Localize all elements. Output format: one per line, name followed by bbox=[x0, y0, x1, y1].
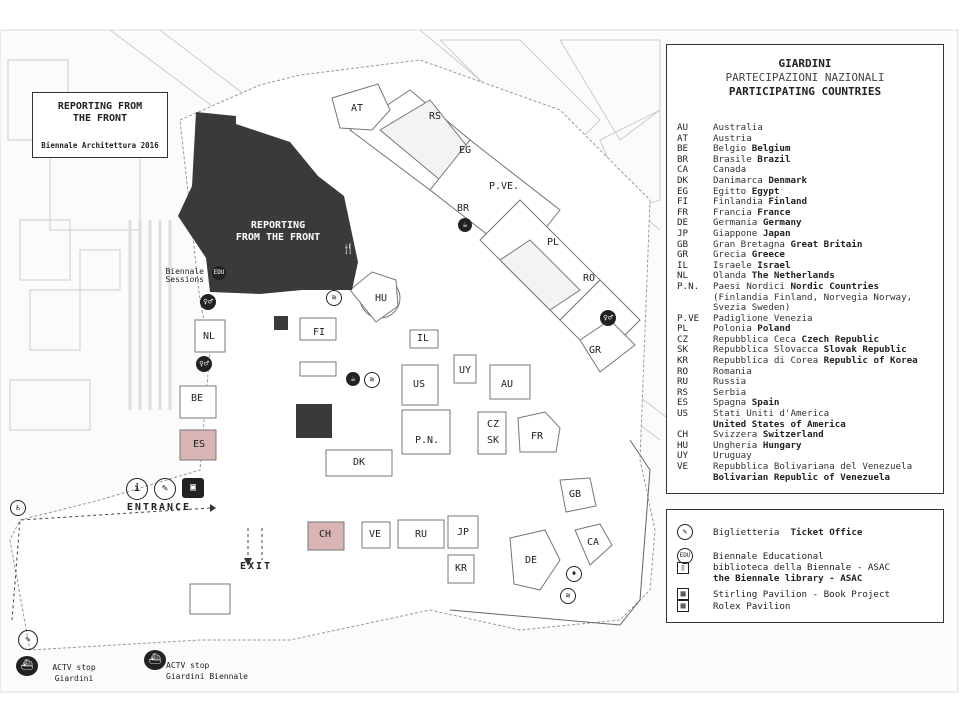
country-name-it: Giappone bbox=[713, 227, 758, 239]
country-name-it: Svezia Sweden) bbox=[713, 302, 791, 314]
library-icon: ▯ bbox=[677, 562, 689, 574]
edu-label: Biennale Educational bbox=[713, 550, 824, 562]
actv-stop-giardini-biennale[interactable]: ACTV stop Giardini Biennale bbox=[166, 661, 248, 681]
country-code: FR bbox=[677, 206, 689, 218]
country-code: CZ bbox=[677, 333, 689, 345]
legend-title: GIARDINI bbox=[778, 57, 832, 70]
central-pavilion-label: REPORTING FROM THE FRONT bbox=[235, 220, 321, 243]
pavilion-BE[interactable]: BE bbox=[190, 393, 204, 404]
country-name-it: Canada bbox=[713, 164, 747, 176]
country-name-en: Hungary bbox=[762, 439, 802, 451]
pavilion-NL[interactable]: NL bbox=[202, 331, 216, 342]
country-name-it: Stati Uniti d'America bbox=[713, 408, 830, 420]
country-name-en: Belgium bbox=[751, 143, 791, 155]
ticket-label-it: Biglietteria bbox=[713, 526, 780, 538]
country-code: GB bbox=[677, 238, 689, 250]
pavilion-FR[interactable]: FR bbox=[530, 431, 544, 442]
pavilion-RU[interactable]: RU bbox=[414, 529, 428, 540]
country-code: RU bbox=[677, 376, 689, 388]
country-name-en: Japan bbox=[762, 227, 791, 239]
ticket-icon-actv: ✎ bbox=[18, 630, 38, 650]
ticket-icon: ✎ bbox=[677, 524, 693, 540]
legend-library bbox=[677, 562, 890, 584]
pavilion-FI[interactable]: FI bbox=[312, 327, 326, 338]
country-name-it: Repubblica Bolivariana del Venezuela bbox=[713, 461, 913, 472]
country-code: KR bbox=[677, 355, 689, 367]
pavilion-CA[interactable]: CA bbox=[586, 537, 600, 548]
country-name-it: Padiglione Venezia bbox=[713, 312, 813, 324]
country-list bbox=[677, 123, 939, 483]
country-code: RS bbox=[677, 386, 689, 398]
pavilion-KR[interactable]: KR bbox=[454, 563, 468, 574]
map-subtitle: Biennale Architettura 2016 bbox=[41, 141, 159, 150]
info-point-icon: ♦ bbox=[566, 566, 582, 582]
wifi-icon-2: ≋ bbox=[364, 372, 380, 388]
country-name-it: Grecia bbox=[713, 249, 747, 261]
country-name-it: Repubblica Ceca bbox=[713, 333, 796, 345]
country-row bbox=[677, 473, 939, 484]
restaurant-icon: 🍴 bbox=[342, 244, 355, 255]
library-label-en: the Biennale library - ASAC bbox=[713, 573, 863, 584]
country-name-en: Egypt bbox=[751, 185, 780, 197]
pavilion-PL[interactable]: PL bbox=[546, 237, 560, 248]
country-name-it: Olanda bbox=[713, 270, 747, 282]
wifi-icon-1: ≋ bbox=[326, 290, 342, 306]
country-code: BR bbox=[677, 153, 689, 165]
country-code: IL bbox=[677, 259, 689, 271]
country-name-it: Danimarca bbox=[713, 174, 763, 186]
country-name-en: Spain bbox=[751, 397, 780, 409]
country-name-it: Australia bbox=[713, 122, 763, 133]
country-code: CH bbox=[677, 429, 689, 441]
country-name-en: Nordic Countries bbox=[790, 280, 879, 292]
country-name-en: Great Britain bbox=[790, 238, 863, 250]
services-legend bbox=[666, 509, 944, 623]
pavilion-US[interactable]: US bbox=[412, 379, 426, 390]
dark-block-large bbox=[296, 404, 332, 438]
country-code: DK bbox=[677, 174, 689, 186]
country-name-en: Bolivarian Republic of Venezuela bbox=[713, 471, 891, 483]
country-name-en: Germany bbox=[762, 217, 802, 229]
country-code: PL bbox=[677, 323, 689, 335]
country-code: RO bbox=[677, 365, 689, 377]
pavilion-CZ[interactable]: CZ bbox=[486, 419, 500, 430]
pavilion-RS[interactable]: RS bbox=[428, 111, 442, 122]
country-code: GR bbox=[677, 249, 689, 261]
country-name-it: Germania bbox=[713, 217, 758, 229]
country-name-it: Brasile bbox=[713, 153, 752, 165]
pavilion-HU[interactable]: HU bbox=[374, 293, 388, 304]
country-name-it: Repubblica Slovacca bbox=[713, 344, 819, 356]
restroom-icon-2: ♀♂ bbox=[196, 356, 212, 372]
pavilion-PN[interactable]: P.N. bbox=[414, 435, 440, 446]
country-name-en: Finland bbox=[768, 196, 808, 208]
country-code: DE bbox=[677, 217, 689, 229]
pavilion-IL[interactable]: IL bbox=[416, 333, 430, 344]
legend-rolex bbox=[677, 600, 790, 612]
exit-label[interactable]: EXIT bbox=[239, 561, 273, 572]
country-code: P.VE bbox=[677, 312, 700, 324]
country-code: ES bbox=[677, 397, 689, 409]
pavilion-BR[interactable]: BR bbox=[456, 203, 470, 214]
pavilion-AU[interactable]: AU bbox=[500, 379, 514, 390]
library-label-it: biblioteca della Biennale - ASAC bbox=[713, 562, 891, 573]
biennale-sessions-label: Biennale Sessions bbox=[165, 267, 204, 284]
country-name-en: United States of America bbox=[713, 418, 846, 430]
boat-icon-2: ⛴ bbox=[144, 650, 166, 670]
pavilion-SK[interactable]: SK bbox=[486, 435, 500, 446]
country-name-en: Poland bbox=[757, 323, 791, 335]
pavilion-AT[interactable]: AT bbox=[350, 103, 364, 114]
rolex-label: Rolex Pavilion bbox=[713, 600, 791, 612]
country-name-en: The Netherlands bbox=[751, 270, 835, 282]
country-name-en: Czech Republic bbox=[801, 333, 879, 345]
country-code: AU bbox=[677, 122, 689, 133]
country-name-it: Serbia bbox=[713, 386, 747, 398]
map-title: REPORTING FROM THE FRONT bbox=[57, 101, 143, 124]
country-name-en: Republic of Korea bbox=[823, 355, 918, 367]
country-name-it: Gran Bretagna bbox=[713, 238, 785, 250]
country-name-en: Greece bbox=[751, 249, 785, 261]
countries-legend bbox=[666, 44, 944, 494]
country-name-it: Paesi Nordici bbox=[713, 280, 785, 292]
country-name-it: Spagna bbox=[713, 397, 747, 409]
wifi-icon-3: ≋ bbox=[560, 588, 576, 604]
map-title-box bbox=[32, 92, 168, 158]
pavilion-RO[interactable]: RO bbox=[582, 273, 596, 284]
dark-block-small bbox=[274, 316, 288, 330]
country-name-it: Egitto bbox=[713, 185, 747, 197]
cafe-icon-2: ☕ bbox=[458, 218, 472, 232]
country-code: VE bbox=[677, 461, 689, 472]
country-name-it: Finlandia bbox=[713, 196, 763, 208]
country-code: US bbox=[677, 408, 689, 420]
country-code: NL bbox=[677, 270, 689, 282]
legend-subtitle-it: PARTECIPAZIONI NAZIONALI bbox=[725, 71, 885, 84]
country-code: HU bbox=[677, 439, 689, 451]
restroom-icon-1: ♀♂ bbox=[200, 294, 216, 310]
pavilion-DK[interactable]: DK bbox=[352, 457, 366, 468]
country-name-en: Denmark bbox=[768, 174, 808, 186]
pavilion-GB[interactable]: GB bbox=[568, 489, 582, 500]
country-code: EG bbox=[677, 185, 689, 197]
country-name-it: Israele bbox=[713, 259, 752, 271]
rolex-icon: ▦ bbox=[677, 600, 689, 612]
country-name-en: Brazil bbox=[757, 153, 791, 165]
country-name-it: Russia bbox=[713, 376, 747, 388]
pavilion-UY[interactable]: UY bbox=[458, 365, 472, 376]
restroom-icon-3: ♀♂ bbox=[600, 310, 616, 326]
pavilion-ES[interactable]: ES bbox=[192, 439, 206, 450]
country-name-it: Austria bbox=[713, 132, 752, 144]
country-name-it: Francia bbox=[713, 206, 752, 218]
country-name-it: Ungheria bbox=[713, 439, 758, 451]
boat-icon-1: ⛴ bbox=[16, 656, 38, 676]
country-name-it: Romania bbox=[713, 365, 752, 377]
country-name-en: Israel bbox=[757, 259, 791, 271]
pavilion-CH[interactable]: CH bbox=[318, 529, 332, 540]
pavilion-VE[interactable]: VE bbox=[368, 529, 382, 540]
pavilion-EG[interactable]: EG bbox=[458, 145, 472, 156]
entrance-label[interactable]: ENTRANCE bbox=[126, 502, 192, 513]
country-code: JP bbox=[677, 227, 689, 239]
ticket-icon[interactable]: ✎ bbox=[154, 478, 176, 500]
country-name-it: (Finlandia Finland, Norvegia Norway, bbox=[713, 291, 913, 303]
country-name-en: Slovak Republic bbox=[823, 344, 907, 356]
cloakroom-icon[interactable]: ▣ bbox=[182, 478, 204, 498]
country-code bbox=[677, 293, 713, 304]
pavilion-JP[interactable]: JP bbox=[456, 527, 470, 538]
country-name-it: Polonia bbox=[713, 323, 752, 335]
country-name-en: France bbox=[757, 206, 791, 218]
actv-stop-giardini[interactable]: ACTV stop Giardini bbox=[52, 663, 96, 683]
pavilion-DE[interactable]: DE bbox=[524, 555, 538, 566]
country-code: FI bbox=[677, 196, 689, 208]
stirling-icon: ▦ bbox=[677, 588, 689, 600]
legend-subtitle-en: PARTICIPATING COUNTRIES bbox=[728, 85, 882, 98]
country-name-it: Repubblica di Corea bbox=[713, 355, 819, 367]
accessibility-icon: ♿ bbox=[10, 500, 26, 516]
stirling-label: Stirling Pavilion - Book Project bbox=[713, 588, 891, 600]
edu-icon: EDU bbox=[212, 266, 226, 280]
country-name-en: Switzerland bbox=[762, 429, 824, 441]
country-code: AT bbox=[677, 132, 689, 144]
country-name-it: Uruguay bbox=[713, 450, 752, 462]
ticket-label-en: Ticket Office bbox=[790, 526, 863, 538]
country-code: UY bbox=[677, 450, 689, 462]
legend-stirling bbox=[677, 588, 890, 600]
country-name-it: Svizzera bbox=[713, 429, 758, 441]
country-name-it: Belgio bbox=[713, 143, 747, 155]
country-code: SK bbox=[677, 344, 689, 356]
pavilion-PVE[interactable]: P.VE. bbox=[488, 181, 520, 192]
country-code: P.N. bbox=[677, 280, 700, 292]
edu-legend-icon: EDU bbox=[677, 548, 693, 564]
cafe-icon-1: ☕ bbox=[346, 372, 360, 386]
legend-ticket-office bbox=[677, 524, 862, 540]
country-code: CA bbox=[677, 164, 689, 176]
pavilion-GR[interactable]: GR bbox=[588, 345, 602, 356]
country-code bbox=[677, 473, 713, 484]
country-code: BE bbox=[677, 143, 689, 155]
info-icon[interactable]: i bbox=[126, 478, 148, 500]
